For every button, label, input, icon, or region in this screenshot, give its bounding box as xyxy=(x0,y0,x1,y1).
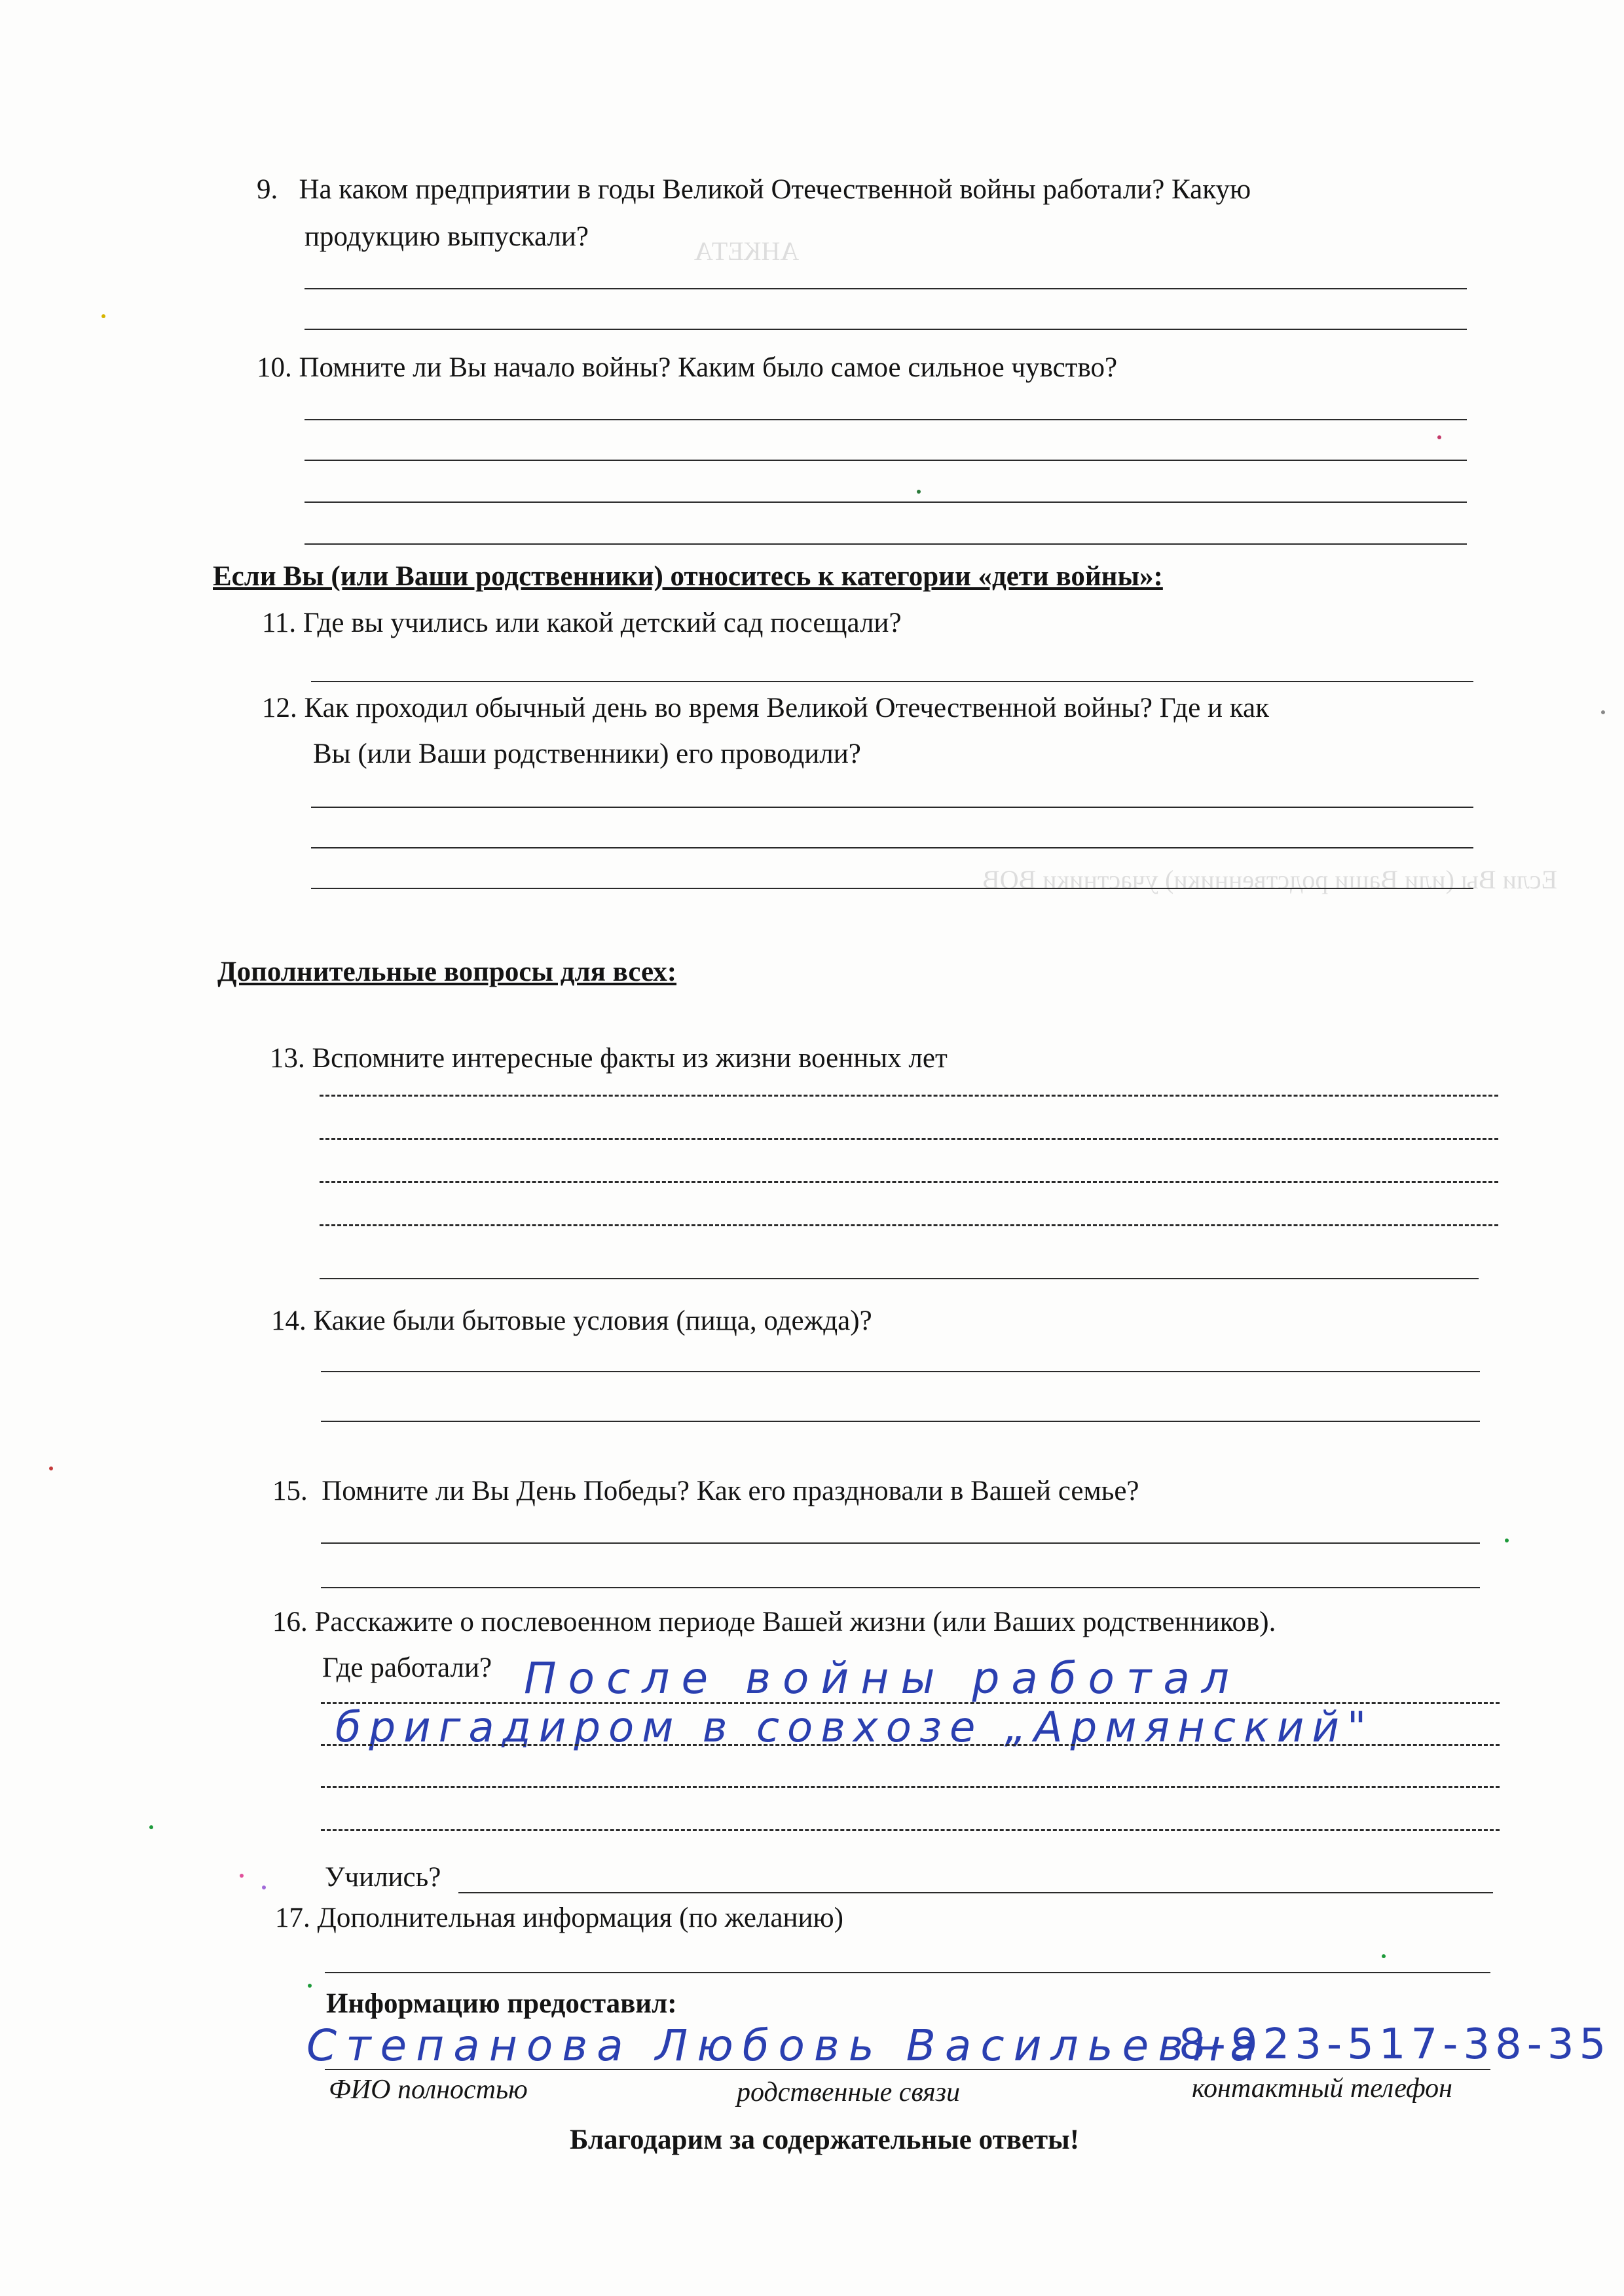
informant-heading: Информацию предоставил: xyxy=(326,1988,677,2019)
question-text: Помните ли Вы начало войны? Каким было самое сильное чувство? xyxy=(299,352,1118,383)
thanks-message: Благодарим за содержательные ответы! xyxy=(570,2124,1080,2155)
label-relation: родственные связи xyxy=(737,2077,961,2107)
handwritten-answer-line-1: После войны работал xyxy=(524,1653,1241,1704)
question-number: 11. xyxy=(262,608,297,638)
question-text: продукцию выпускали? xyxy=(304,221,589,252)
question-text: Расскажите о послевоенном периоде Вашей жизни (или Ваших родственников). xyxy=(314,1607,1276,1637)
answer-line[interactable] xyxy=(325,1972,1490,1973)
question-number: 14. xyxy=(271,1305,306,1336)
question-text: Вы (или Ваши родственники) его проводили? xyxy=(313,738,861,769)
answer-line[interactable] xyxy=(321,1542,1480,1544)
label-fio: ФИО полностью xyxy=(329,2075,528,2105)
question-number: 12. xyxy=(262,693,297,723)
question-13 xyxy=(270,1038,948,1080)
scan-speck xyxy=(1505,1539,1509,1542)
answer-line[interactable] xyxy=(321,1829,1500,1831)
scan-speck xyxy=(149,1825,153,1829)
handwritten-answer-line-2: бригадиром в совхозе „Армянский" xyxy=(335,1704,1375,1752)
question-number: 15. xyxy=(272,1476,308,1506)
answer-line[interactable] xyxy=(304,543,1467,545)
scan-speck xyxy=(1382,1954,1386,1958)
question-17 xyxy=(275,1897,843,1939)
answer-line[interactable] xyxy=(320,1095,1498,1097)
question-16-continued xyxy=(322,1647,492,1689)
answer-line[interactable] xyxy=(304,501,1467,503)
question-number: 16. xyxy=(272,1607,308,1637)
answer-line[interactable] xyxy=(321,1371,1480,1372)
scan-speck xyxy=(917,490,921,494)
answer-line[interactable] xyxy=(321,1786,1500,1788)
question-9 xyxy=(257,169,1251,211)
answer-line[interactable] xyxy=(311,888,1473,889)
question-15 xyxy=(272,1470,1139,1512)
answer-line[interactable] xyxy=(311,807,1473,808)
section-heading-children-of-war: Если Вы (или Ваши родственники) относитесь к категории «дети войны»: xyxy=(213,561,1163,592)
question-number: 9. xyxy=(257,174,278,205)
label-phone: контактный телефон xyxy=(1192,2073,1452,2104)
question-text: На каком предприятии в годы Великой Отечественной войны работали? Какую xyxy=(299,174,1251,205)
scan-speck xyxy=(1437,435,1441,439)
answer-line[interactable] xyxy=(304,288,1467,289)
answer-line[interactable] xyxy=(304,419,1467,420)
question-text: Где работали? xyxy=(322,1652,492,1683)
question-14 xyxy=(271,1300,872,1342)
question-12 xyxy=(262,687,1269,729)
answer-line[interactable] xyxy=(320,1138,1498,1140)
question-number: 17. xyxy=(275,1903,310,1933)
question-12-continued xyxy=(313,733,861,775)
bleed-through-text: Если Вы (или Ваши родственники) участники ВОВ xyxy=(982,865,1558,894)
answer-line[interactable] xyxy=(311,681,1473,682)
answer-line[interactable] xyxy=(321,1587,1480,1588)
scan-speck xyxy=(308,1984,312,1988)
scan-speck xyxy=(1601,710,1605,714)
question-text: Где вы учились или какой детский сад посещали? xyxy=(303,608,902,638)
scan-speck xyxy=(262,1886,266,1889)
question-9-continued xyxy=(304,216,589,258)
handwritten-phone: 8-923-517-38-35 xyxy=(1179,2020,1612,2069)
question-number: 10. xyxy=(257,352,292,383)
scan-speck xyxy=(101,314,105,318)
question-10 xyxy=(257,347,1117,389)
answer-line[interactable] xyxy=(304,329,1467,330)
answer-line[interactable] xyxy=(320,1278,1479,1279)
bleed-through-text: АНКЕТА xyxy=(694,236,800,266)
question-16 xyxy=(272,1601,1276,1643)
scan-speck xyxy=(49,1467,53,1470)
question-11 xyxy=(262,602,902,644)
handwritten-informant-name: Степанова Любовь Васильевна xyxy=(306,2020,1266,2071)
section-heading-additional: Дополнительные вопросы для всех: xyxy=(217,957,677,987)
answer-line[interactable] xyxy=(304,460,1467,461)
studied-label: Учились? xyxy=(325,1862,441,1893)
answer-line[interactable] xyxy=(325,2069,1490,2070)
question-text: Какие были бытовые условия (пища, одежда)? xyxy=(313,1305,872,1336)
answer-line[interactable] xyxy=(458,1892,1493,1893)
question-text: Вспомните интересные факты из жизни военных лет xyxy=(312,1043,948,1074)
question-number: 13. xyxy=(270,1043,305,1074)
question-text: Как проходил обычный день во время Великой Отечественной войны? Где и как xyxy=(304,693,1270,723)
answer-line[interactable] xyxy=(311,847,1473,848)
question-text: Помните ли Вы День Победы? Как его праздновали в Вашей семье? xyxy=(322,1476,1139,1506)
scan-speck xyxy=(240,1874,244,1878)
answer-line[interactable] xyxy=(321,1744,1500,1746)
answer-line[interactable] xyxy=(320,1181,1498,1183)
answer-line[interactable] xyxy=(320,1224,1498,1226)
answer-line[interactable] xyxy=(321,1421,1480,1422)
question-text: Дополнительная информация (по желанию) xyxy=(317,1903,843,1933)
